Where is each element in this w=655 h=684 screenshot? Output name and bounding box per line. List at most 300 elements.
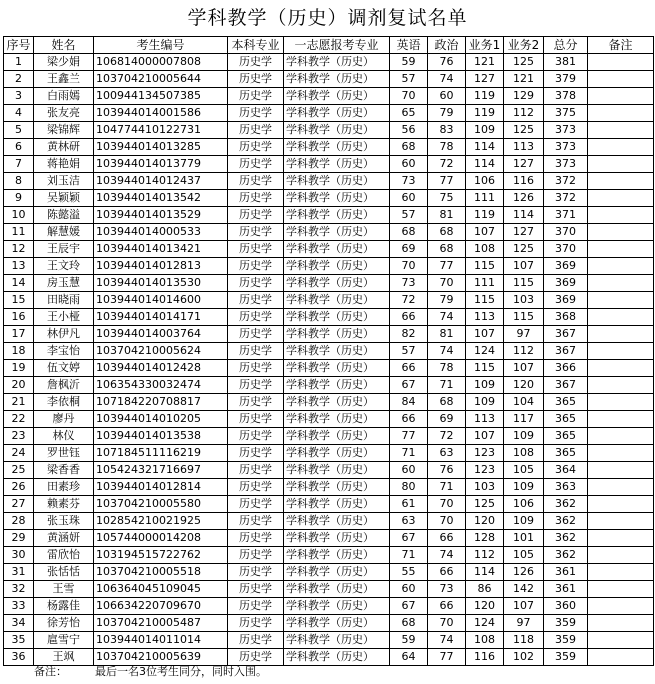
cell-index: 13 <box>4 258 34 275</box>
cell-subject-1: 124 <box>466 615 504 632</box>
cell-total: 369 <box>544 275 588 292</box>
cell-first-choice: 学科教学（历史） <box>284 428 390 445</box>
cell-first-choice: 学科教学（历史） <box>284 598 390 615</box>
cell-remark <box>588 71 654 88</box>
score-table <box>3 36 654 666</box>
cell-name: 田素珍 <box>34 479 94 496</box>
cell-first-choice: 学科教学（历史） <box>284 360 390 377</box>
cell-name: 蒋艳娟 <box>34 156 94 173</box>
cell-exam-id: 103944014014171 <box>94 309 228 326</box>
cell-name: 刘玉洁 <box>34 173 94 190</box>
cell-first-choice: 学科教学（历史） <box>284 615 390 632</box>
cell-english: 67 <box>390 377 428 394</box>
cell-exam-id: 107184220708817 <box>94 394 228 411</box>
cell-major: 历史学 <box>228 71 284 88</box>
cell-remark <box>588 156 654 173</box>
cell-subject-2: 109 <box>504 513 544 530</box>
cell-name: 赖素芬 <box>34 496 94 513</box>
cell-exam-id: 103944014013779 <box>94 156 228 173</box>
cell-subject-2: 142 <box>504 581 544 598</box>
cell-subject-2: 112 <box>504 343 544 360</box>
cell-subject-1: 125 <box>466 496 504 513</box>
cell-total: 361 <box>544 564 588 581</box>
cell-remark <box>588 224 654 241</box>
cell-politics: 74 <box>428 632 466 649</box>
cell-first-choice: 学科教学（历史） <box>284 105 390 122</box>
cell-subject-2: 103 <box>504 292 544 309</box>
cell-exam-id: 106354330032474 <box>94 377 228 394</box>
cell-name: 王辰宇 <box>34 241 94 258</box>
table-row <box>4 496 654 513</box>
cell-politics: 77 <box>428 173 466 190</box>
cell-english: 57 <box>390 71 428 88</box>
cell-english: 60 <box>390 190 428 207</box>
cell-politics: 73 <box>428 581 466 598</box>
cell-english: 66 <box>390 309 428 326</box>
cell-first-choice: 学科教学（历史） <box>284 411 390 428</box>
cell-total: 365 <box>544 411 588 428</box>
cell-index: 20 <box>4 377 34 394</box>
cell-subject-2: 125 <box>504 241 544 258</box>
cell-remark <box>588 479 654 496</box>
cell-subject-2: 129 <box>504 88 544 105</box>
cell-subject-1: 109 <box>466 377 504 394</box>
footer-note <box>3 663 653 681</box>
cell-politics: 66 <box>428 564 466 581</box>
cell-politics: 83 <box>428 122 466 139</box>
cell-index: 14 <box>4 275 34 292</box>
cell-total: 369 <box>544 292 588 309</box>
cell-english: 59 <box>390 54 428 71</box>
cell-politics: 63 <box>428 445 466 462</box>
cell-total: 363 <box>544 479 588 496</box>
cell-politics: 77 <box>428 258 466 275</box>
cell-major: 历史学 <box>228 479 284 496</box>
cell-name: 林仪 <box>34 428 94 445</box>
cell-major: 历史学 <box>228 309 284 326</box>
cell-total: 373 <box>544 139 588 156</box>
cell-total: 362 <box>544 547 588 564</box>
cell-subject-1: 115 <box>466 258 504 275</box>
table-row <box>4 71 654 88</box>
cell-subject-2: 115 <box>504 275 544 292</box>
cell-subject-1: 119 <box>466 105 504 122</box>
cell-name: 罗世钰 <box>34 445 94 462</box>
cell-subject-2: 114 <box>504 207 544 224</box>
cell-remark <box>588 190 654 207</box>
cell-exam-id: 106814000007808 <box>94 54 228 71</box>
header-exam-id: 考生编号 <box>94 37 228 54</box>
cell-subject-1: 119 <box>466 207 504 224</box>
cell-english: 70 <box>390 258 428 275</box>
cell-english: 77 <box>390 428 428 445</box>
cell-remark <box>588 428 654 445</box>
table-row <box>4 632 654 649</box>
cell-subject-1: 113 <box>466 411 504 428</box>
cell-major: 历史学 <box>228 326 284 343</box>
cell-remark <box>588 564 654 581</box>
cell-index: 10 <box>4 207 34 224</box>
cell-first-choice: 学科教学（历史） <box>284 275 390 292</box>
cell-major: 历史学 <box>228 632 284 649</box>
cell-first-choice: 学科教学（历史） <box>284 496 390 513</box>
cell-major: 历史学 <box>228 649 284 666</box>
table-row <box>4 615 654 632</box>
cell-index: 16 <box>4 309 34 326</box>
cell-name: 林伊凡 <box>34 326 94 343</box>
cell-name: 梁少娟 <box>34 54 94 71</box>
cell-major: 历史学 <box>228 343 284 360</box>
cell-name: 詹枫沂 <box>34 377 94 394</box>
cell-major: 历史学 <box>228 428 284 445</box>
cell-total: 361 <box>544 581 588 598</box>
cell-total: 362 <box>544 496 588 513</box>
cell-major: 历史学 <box>228 377 284 394</box>
cell-english: 61 <box>390 496 428 513</box>
cell-subject-2: 120 <box>504 377 544 394</box>
cell-subject-2: 115 <box>504 309 544 326</box>
cell-exam-id: 103704210005580 <box>94 496 228 513</box>
cell-first-choice: 学科教学（历史） <box>284 377 390 394</box>
cell-name: 张友亮 <box>34 105 94 122</box>
cell-total: 371 <box>544 207 588 224</box>
cell-politics: 70 <box>428 496 466 513</box>
cell-first-choice: 学科教学（历史） <box>284 224 390 241</box>
cell-name: 黄涵妍 <box>34 530 94 547</box>
cell-exam-id: 107184511116219 <box>94 445 228 462</box>
cell-exam-id: 103704210005624 <box>94 343 228 360</box>
cell-first-choice: 学科教学（历史） <box>284 88 390 105</box>
header-index: 序号 <box>4 37 34 54</box>
cell-exam-id: 103944014000533 <box>94 224 228 241</box>
cell-remark <box>588 598 654 615</box>
cell-name: 王雪 <box>34 581 94 598</box>
cell-subject-2: 107 <box>504 360 544 377</box>
cell-subject-2: 109 <box>504 479 544 496</box>
cell-name: 伍文婷 <box>34 360 94 377</box>
cell-total: 373 <box>544 156 588 173</box>
cell-exam-id: 103944014011014 <box>94 632 228 649</box>
cell-remark <box>588 462 654 479</box>
cell-remark <box>588 547 654 564</box>
cell-first-choice: 学科教学（历史） <box>284 530 390 547</box>
cell-remark <box>588 530 654 547</box>
table-row <box>4 598 654 615</box>
header-subject-1: 业务1 <box>466 37 504 54</box>
cell-subject-1: 120 <box>466 598 504 615</box>
cell-subject-2: 125 <box>504 122 544 139</box>
table-row <box>4 462 654 479</box>
cell-first-choice: 学科教学（历史） <box>284 258 390 275</box>
cell-politics: 70 <box>428 615 466 632</box>
cell-exam-id: 103944014012437 <box>94 173 228 190</box>
cell-politics: 60 <box>428 88 466 105</box>
cell-first-choice: 学科教学（历史） <box>284 632 390 649</box>
cell-politics: 68 <box>428 224 466 241</box>
cell-subject-2: 108 <box>504 445 544 462</box>
cell-subject-2: 121 <box>504 71 544 88</box>
cell-major: 历史学 <box>228 581 284 598</box>
cell-name: 雷欣怡 <box>34 547 94 564</box>
cell-first-choice: 学科教学（历史） <box>284 445 390 462</box>
cell-index: 23 <box>4 428 34 445</box>
cell-index: 2 <box>4 71 34 88</box>
cell-remark <box>588 309 654 326</box>
cell-first-choice: 学科教学（历史） <box>284 241 390 258</box>
cell-politics: 68 <box>428 241 466 258</box>
cell-first-choice: 学科教学（历史） <box>284 394 390 411</box>
cell-total: 360 <box>544 598 588 615</box>
cell-first-choice: 学科教学（历史） <box>284 513 390 530</box>
cell-name: 王鑫兰 <box>34 71 94 88</box>
cell-subject-1: 109 <box>466 122 504 139</box>
cell-first-choice: 学科教学（历史） <box>284 190 390 207</box>
cell-index: 18 <box>4 343 34 360</box>
cell-first-choice: 学科教学（历史） <box>284 207 390 224</box>
cell-remark <box>588 173 654 190</box>
table-row <box>4 292 654 309</box>
cell-exam-id: 103944014012813 <box>94 258 228 275</box>
cell-politics: 74 <box>428 343 466 360</box>
table-row <box>4 173 654 190</box>
table-row <box>4 105 654 122</box>
cell-politics: 68 <box>428 394 466 411</box>
cell-english: 84 <box>390 394 428 411</box>
cell-exam-id: 103944014013529 <box>94 207 228 224</box>
cell-remark <box>588 326 654 343</box>
cell-major: 历史学 <box>228 615 284 632</box>
cell-english: 73 <box>390 275 428 292</box>
cell-exam-id: 100944134507385 <box>94 88 228 105</box>
cell-index: 35 <box>4 632 34 649</box>
cell-politics: 78 <box>428 139 466 156</box>
cell-subject-2: 126 <box>504 564 544 581</box>
cell-politics: 78 <box>428 360 466 377</box>
cell-subject-1: 108 <box>466 632 504 649</box>
cell-subject-2: 112 <box>504 105 544 122</box>
cell-index: 11 <box>4 224 34 241</box>
header-name: 姓名 <box>34 37 94 54</box>
cell-index: 5 <box>4 122 34 139</box>
cell-remark <box>588 88 654 105</box>
cell-first-choice: 学科教学（历史） <box>284 649 390 666</box>
cell-major: 历史学 <box>228 88 284 105</box>
cell-first-choice: 学科教学（历史） <box>284 122 390 139</box>
cell-index: 22 <box>4 411 34 428</box>
cell-exam-id: 103944014010205 <box>94 411 228 428</box>
cell-remark <box>588 292 654 309</box>
header-remark: 备注 <box>588 37 654 54</box>
cell-politics: 74 <box>428 309 466 326</box>
cell-index: 9 <box>4 190 34 207</box>
cell-total: 379 <box>544 71 588 88</box>
cell-subject-2: 126 <box>504 190 544 207</box>
table-row <box>4 258 654 275</box>
cell-total: 364 <box>544 462 588 479</box>
cell-politics: 70 <box>428 275 466 292</box>
cell-first-choice: 学科教学（历史） <box>284 581 390 598</box>
table-row <box>4 275 654 292</box>
table-row <box>4 190 654 207</box>
cell-english: 80 <box>390 479 428 496</box>
cell-index: 12 <box>4 241 34 258</box>
cell-english: 55 <box>390 564 428 581</box>
cell-politics: 71 <box>428 479 466 496</box>
cell-name: 王文玲 <box>34 258 94 275</box>
cell-english: 59 <box>390 632 428 649</box>
note-text: 最后一名3位考生同分，同时入围。 <box>95 665 267 678</box>
cell-exam-id: 103944014014600 <box>94 292 228 309</box>
cell-name: 白雨嫣 <box>34 88 94 105</box>
cell-subject-2: 127 <box>504 224 544 241</box>
cell-name: 张恬恬 <box>34 564 94 581</box>
cell-total: 367 <box>544 326 588 343</box>
cell-major: 历史学 <box>228 241 284 258</box>
cell-major: 历史学 <box>228 462 284 479</box>
table-row <box>4 377 654 394</box>
cell-english: 57 <box>390 343 428 360</box>
cell-remark <box>588 122 654 139</box>
cell-total: 370 <box>544 241 588 258</box>
cell-subject-1: 86 <box>466 581 504 598</box>
cell-subject-2: 113 <box>504 139 544 156</box>
cell-subject-1: 114 <box>466 564 504 581</box>
cell-name: 陈懿溢 <box>34 207 94 224</box>
cell-name: 扈雪宁 <box>34 632 94 649</box>
table-row <box>4 122 654 139</box>
cell-remark <box>588 105 654 122</box>
table-row <box>4 88 654 105</box>
cell-major: 历史学 <box>228 207 284 224</box>
cell-total: 365 <box>544 394 588 411</box>
cell-first-choice: 学科教学（历史） <box>284 156 390 173</box>
header-total: 总分 <box>544 37 588 54</box>
cell-subject-2: 117 <box>504 411 544 428</box>
cell-subject-2: 102 <box>504 649 544 666</box>
cell-remark <box>588 496 654 513</box>
cell-subject-1: 123 <box>466 445 504 462</box>
cell-exam-id: 103944014013530 <box>94 275 228 292</box>
cell-exam-id: 103944014013285 <box>94 139 228 156</box>
cell-english: 67 <box>390 530 428 547</box>
cell-major: 历史学 <box>228 496 284 513</box>
cell-english: 82 <box>390 326 428 343</box>
cell-subject-1: 103 <box>466 479 504 496</box>
cell-english: 70 <box>390 88 428 105</box>
header-first-choice: 一志愿报考专业 <box>284 37 390 54</box>
cell-major: 历史学 <box>228 258 284 275</box>
cell-index: 15 <box>4 292 34 309</box>
table-row <box>4 564 654 581</box>
table-row <box>4 309 654 326</box>
cell-major: 历史学 <box>228 139 284 156</box>
cell-name: 王小桠 <box>34 309 94 326</box>
table-row <box>4 394 654 411</box>
cell-total: 365 <box>544 428 588 445</box>
cell-subject-1: 114 <box>466 156 504 173</box>
cell-first-choice: 学科教学（历史） <box>284 292 390 309</box>
cell-subject-2: 127 <box>504 156 544 173</box>
cell-exam-id: 103944014012814 <box>94 479 228 496</box>
cell-major: 历史学 <box>228 564 284 581</box>
cell-english: 68 <box>390 615 428 632</box>
cell-politics: 76 <box>428 54 466 71</box>
cell-remark <box>588 445 654 462</box>
cell-first-choice: 学科教学（历史） <box>284 173 390 190</box>
cell-english: 72 <box>390 292 428 309</box>
table-row <box>4 547 654 564</box>
cell-politics: 66 <box>428 598 466 615</box>
cell-total: 359 <box>544 649 588 666</box>
cell-name: 廖丹 <box>34 411 94 428</box>
cell-major: 历史学 <box>228 224 284 241</box>
cell-politics: 72 <box>428 156 466 173</box>
cell-subject-2: 105 <box>504 462 544 479</box>
cell-politics: 71 <box>428 377 466 394</box>
cell-exam-id: 103944014013421 <box>94 241 228 258</box>
cell-index: 28 <box>4 513 34 530</box>
cell-first-choice: 学科教学（历史） <box>284 71 390 88</box>
cell-subject-2: 109 <box>504 428 544 445</box>
cell-name: 房玉慧 <box>34 275 94 292</box>
cell-total: 359 <box>544 632 588 649</box>
cell-subject-1: 111 <box>466 275 504 292</box>
cell-subject-1: 115 <box>466 292 504 309</box>
header-row <box>4 37 654 54</box>
cell-subject-1: 108 <box>466 241 504 258</box>
cell-major: 历史学 <box>228 394 284 411</box>
cell-total: 359 <box>544 615 588 632</box>
cell-total: 369 <box>544 258 588 275</box>
cell-subject-1: 123 <box>466 462 504 479</box>
cell-name: 梁香香 <box>34 462 94 479</box>
cell-index: 34 <box>4 615 34 632</box>
cell-subject-2: 116 <box>504 173 544 190</box>
cell-index: 36 <box>4 649 34 666</box>
cell-exam-id: 105424321716697 <box>94 462 228 479</box>
cell-total: 362 <box>544 530 588 547</box>
cell-first-choice: 学科教学（历史） <box>284 547 390 564</box>
cell-subject-2: 118 <box>504 632 544 649</box>
cell-major: 历史学 <box>228 122 284 139</box>
cell-english: 60 <box>390 156 428 173</box>
cell-name: 解慧媛 <box>34 224 94 241</box>
cell-exam-id: 103944014001586 <box>94 105 228 122</box>
cell-subject-1: 115 <box>466 360 504 377</box>
cell-subject-2: 107 <box>504 598 544 615</box>
cell-subject-1: 107 <box>466 224 504 241</box>
cell-major: 历史学 <box>228 547 284 564</box>
cell-index: 26 <box>4 479 34 496</box>
cell-major: 历史学 <box>228 292 284 309</box>
header-english: 英语 <box>390 37 428 54</box>
header-politics: 政治 <box>428 37 466 54</box>
cell-index: 33 <box>4 598 34 615</box>
cell-total: 375 <box>544 105 588 122</box>
cell-total: 366 <box>544 360 588 377</box>
cell-exam-id: 103194515722762 <box>94 547 228 564</box>
cell-remark <box>588 411 654 428</box>
cell-subject-1: 119 <box>466 88 504 105</box>
cell-index: 6 <box>4 139 34 156</box>
table-row <box>4 54 654 71</box>
cell-exam-id: 103704210005487 <box>94 615 228 632</box>
cell-major: 历史学 <box>228 190 284 207</box>
cell-index: 4 <box>4 105 34 122</box>
table-row <box>4 224 654 241</box>
cell-total: 378 <box>544 88 588 105</box>
cell-politics: 79 <box>428 105 466 122</box>
